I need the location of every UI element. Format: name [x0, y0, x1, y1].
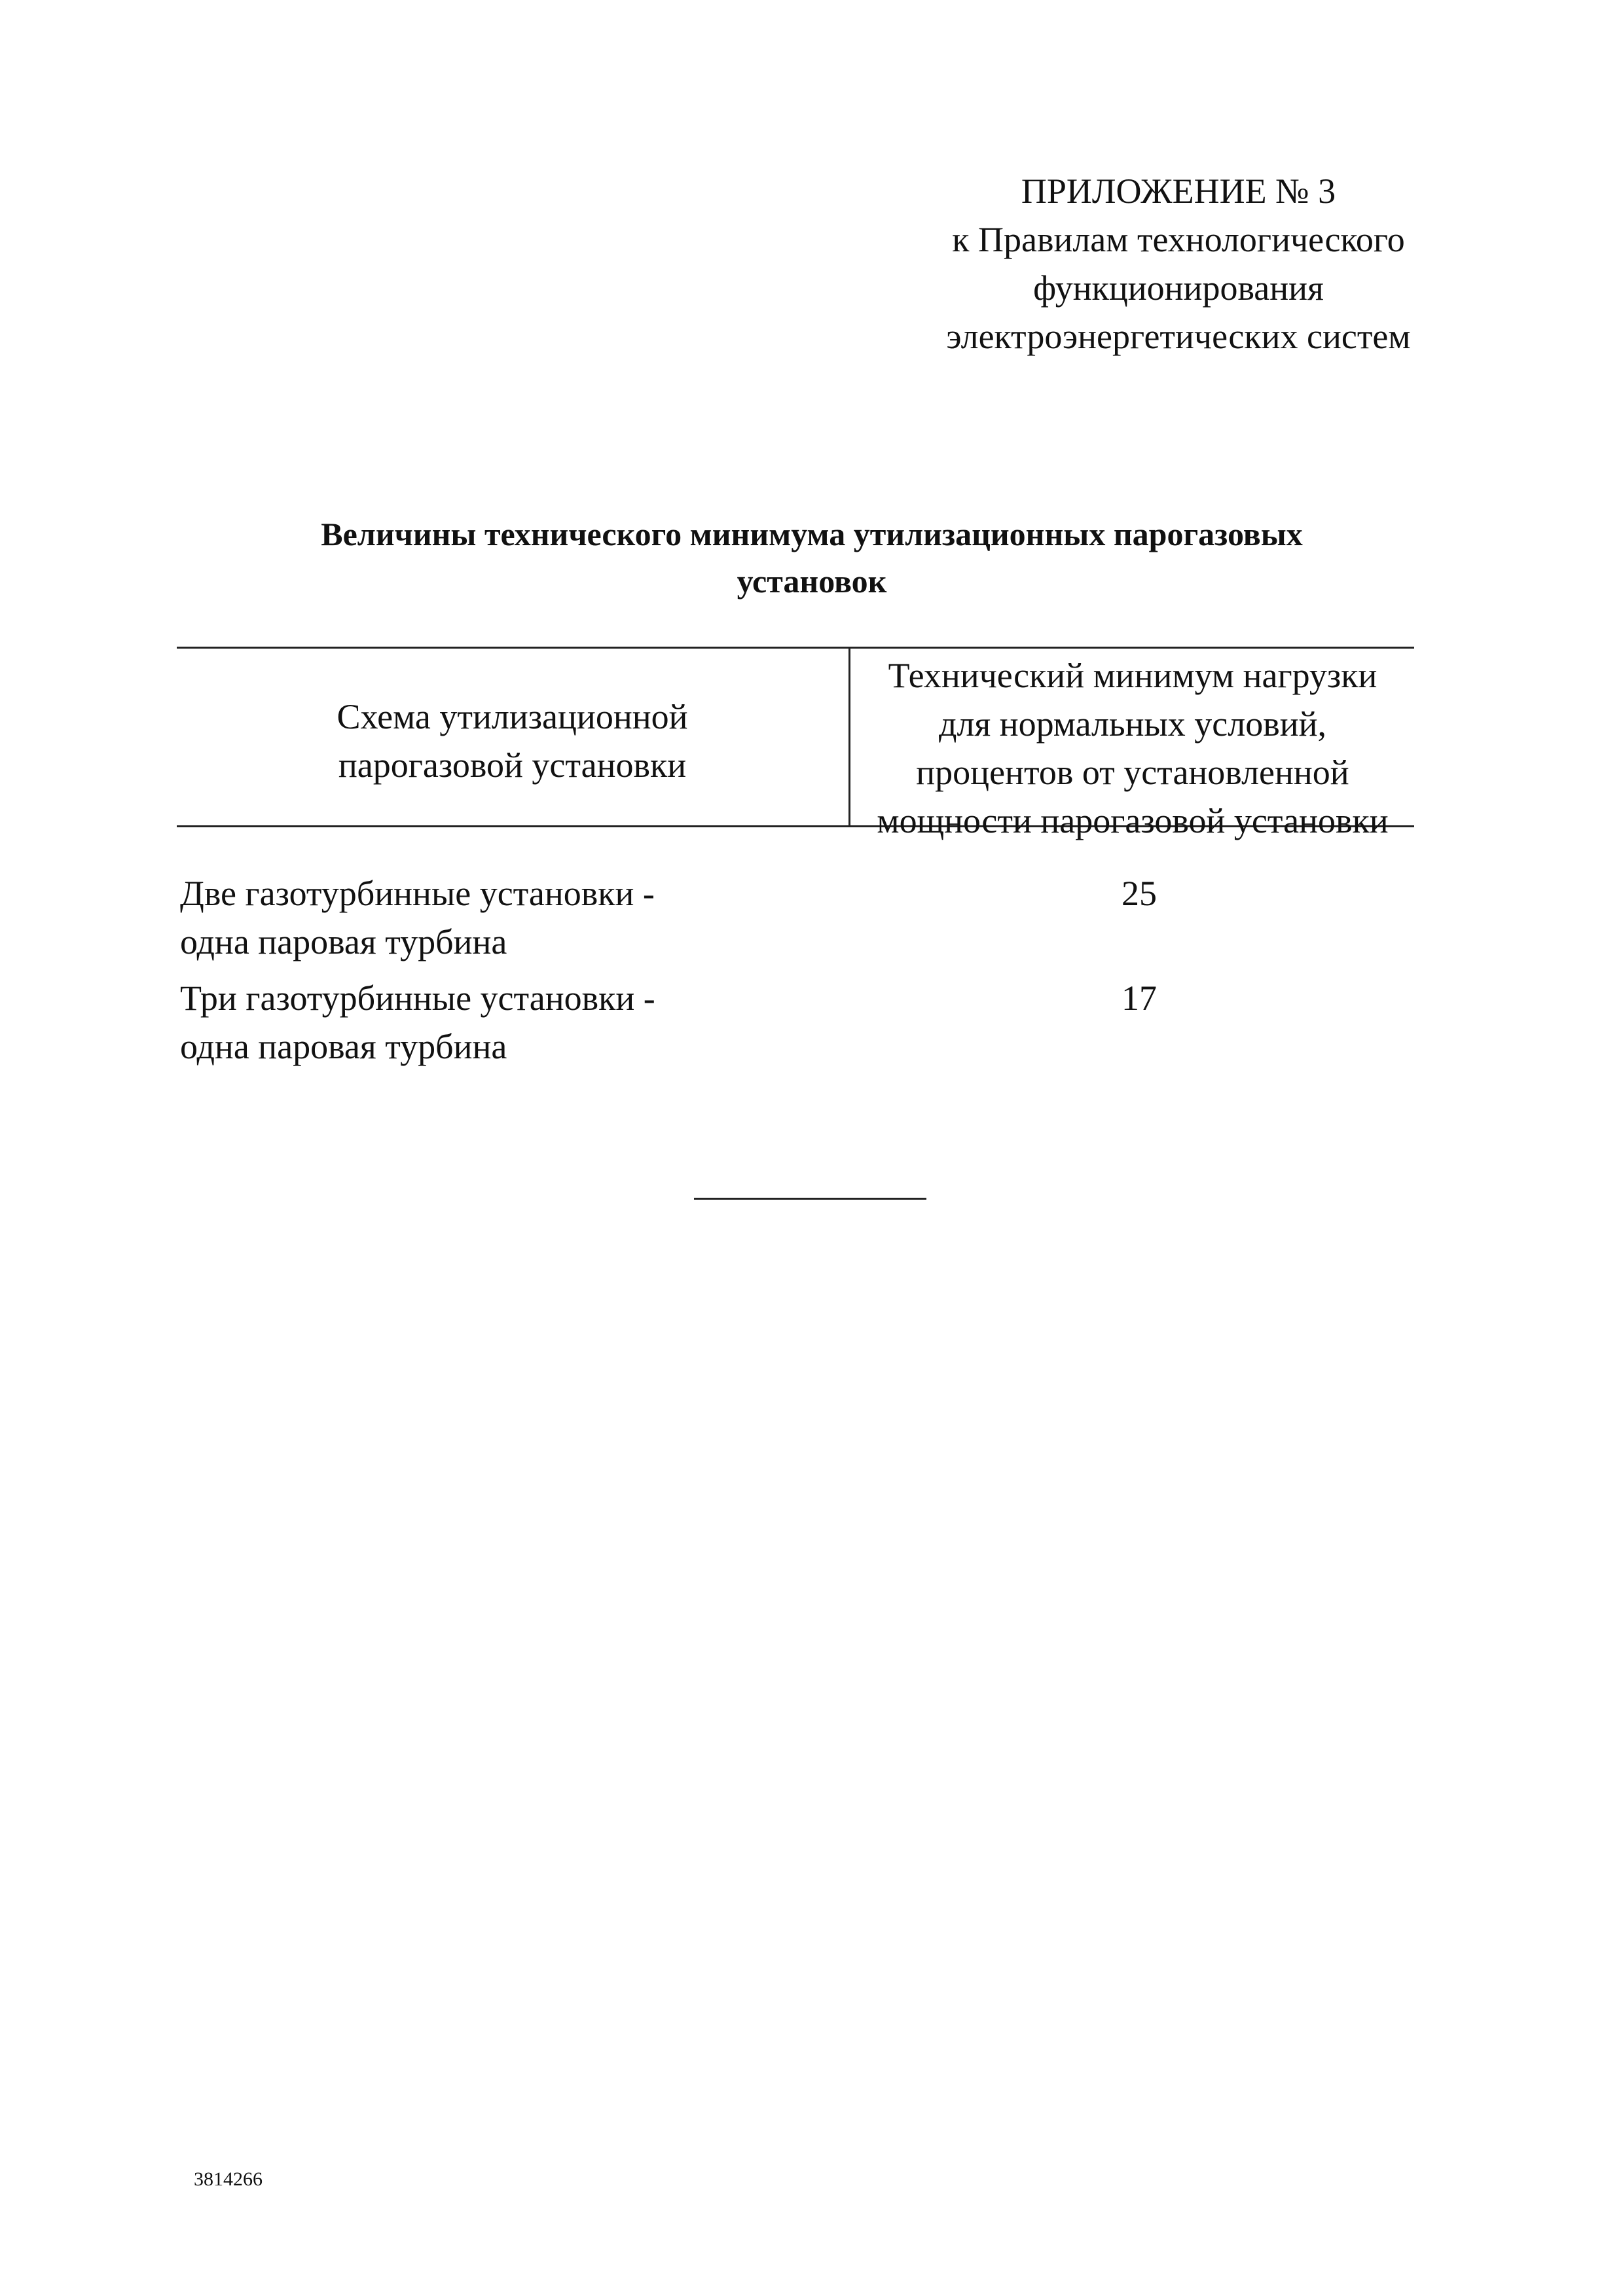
- appendix-line-2: к Правилам технологического: [952, 220, 1405, 259]
- row-1-scheme-line-2: одна паровая турбина: [180, 922, 507, 961]
- appendix-header: [903, 167, 1453, 361]
- title-line-1: Величины технического минимума утилизационных парогазовых: [321, 516, 1303, 552]
- title-line-2: установок: [737, 563, 887, 600]
- appendix-number: ПРИЛОЖЕНИЕ № 3: [1021, 171, 1336, 211]
- table-row-2-scheme: [180, 974, 769, 1071]
- table-column-divider: [848, 647, 850, 827]
- header-scheme-line-2: парогазовой установки: [338, 745, 687, 785]
- appendix-line-3: функционирования: [1033, 268, 1324, 308]
- row-1-scheme-line-1: Две газотурбинные установки -: [180, 874, 655, 913]
- header-scheme-line-1: Схема утилизационной: [337, 697, 688, 736]
- appendix-line-4: электроэнергетических систем: [946, 317, 1411, 356]
- end-separator-rule: [694, 1198, 926, 1200]
- table-header-scheme: [180, 692, 845, 789]
- header-minimum-line-3: процентов от установленной: [916, 753, 1349, 792]
- document-number: 3814266: [194, 2168, 263, 2190]
- header-minimum-line-2: для нормальных условий,: [938, 704, 1327, 744]
- row-2-scheme-line-1: Три газотурбинные установки -: [180, 978, 655, 1018]
- table-row-1-value: 25: [1122, 874, 1157, 913]
- table-row-1-scheme: [180, 869, 769, 966]
- document-title: [183, 511, 1440, 605]
- table-top-rule: [177, 647, 1414, 649]
- header-minimum-line-4: мощности парогазовой установки: [877, 801, 1389, 840]
- header-minimum-line-1: Технический минимум нагрузки: [888, 656, 1377, 695]
- table-header-minimum: [851, 651, 1414, 845]
- row-2-scheme-line-2: одна паровая турбина: [180, 1027, 507, 1066]
- table-row-2-value: 17: [1122, 978, 1157, 1018]
